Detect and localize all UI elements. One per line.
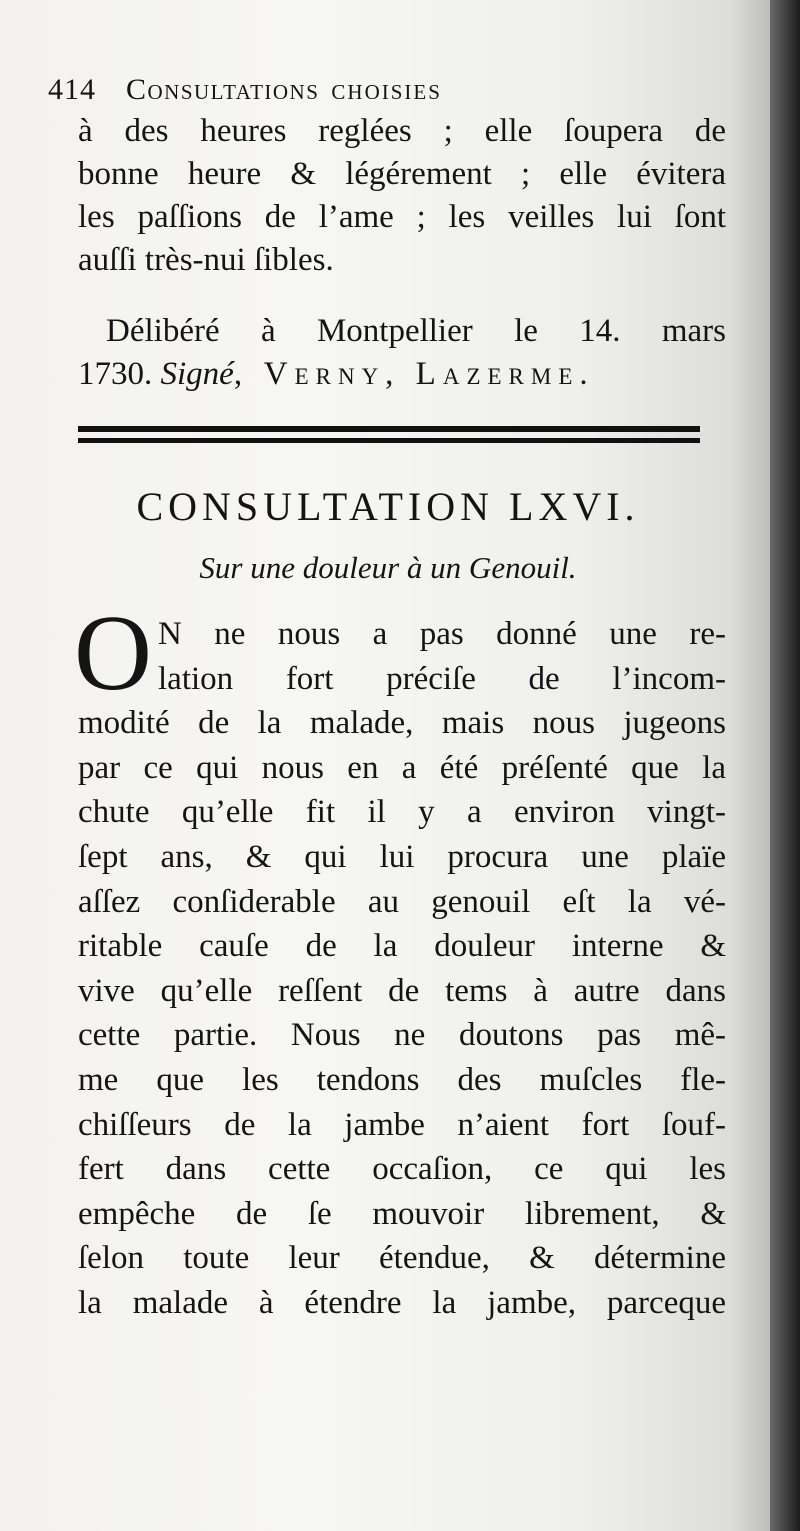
body-line: chute qu’elle fit il y a environ vingt- — [78, 794, 726, 831]
running-title-part1: Consultations — [126, 73, 320, 106]
drop-cap: O — [74, 594, 152, 713]
body-line: lation fort préciſe de l’incom- — [158, 660, 726, 697]
body-line: fert dans cette occaſion, ce qui les — [78, 1151, 726, 1188]
deliberation-line: Délibéré à Montpellier le 14. mars — [106, 313, 726, 349]
signature-year: 1730. — [78, 356, 153, 392]
running-title-part2: choisies — [331, 73, 442, 106]
body-line: la malade à étendre la jambe, parceque — [78, 1284, 726, 1321]
body-line: aſſez conſiderable au genouil eſt la vé- — [78, 883, 726, 920]
body-line: N ne nous a pas donné une re- — [158, 616, 726, 652]
continuation-line: auſſi très-nui ſibles. — [78, 242, 334, 278]
closing-signature — [78, 310, 726, 396]
page-shadow — [730, 0, 770, 1531]
divider-thin-rule — [78, 438, 700, 443]
continuation-line: bonne heure & légérement ; elle évitera — [78, 156, 726, 192]
section-divider — [78, 426, 700, 446]
body-line: cette partie. Nous ne doutons pas mê- — [78, 1017, 726, 1054]
continuation-line: à des heures reglées ; elle ſoupera de — [78, 113, 726, 149]
body-line: par ce qui nous en a été préſenté que la — [78, 749, 726, 786]
continuation-line: les paſſions de l’ame ; les veilles lui ſont — [78, 199, 726, 235]
continuation-paragraph — [78, 110, 726, 282]
divider-thick-rule — [78, 426, 700, 432]
body-line: ſept ans, & qui lui procura une plaïe — [78, 838, 726, 875]
body-line: ſelon toute leur étendue, & détermine — [78, 1240, 726, 1277]
signature-line — [78, 353, 726, 396]
body-line: vive qu’elle reſſent de tems à autre dans — [78, 972, 726, 1009]
consultation-subheading: Sur une douleur à un Genouil. — [199, 550, 577, 585]
book-edge — [770, 0, 800, 1531]
body-line: empêche de ſe mouvoir librement, & — [78, 1195, 726, 1232]
signature-names: , Verny, Lazerme. — [233, 356, 595, 392]
body-line: me que les tendons des muſcles fle- — [78, 1061, 726, 1098]
body-line: chiſſeurs de la jambe n’aient fort ſouf- — [78, 1106, 726, 1143]
body-line: ritable cauſe de la douleur interne & — [78, 928, 726, 965]
page-content — [48, 70, 726, 1326]
body-line: modité de la malade, mais nous jugeons — [78, 705, 726, 742]
consultation-body — [74, 594, 726, 1326]
page-number: 414 — [48, 73, 96, 106]
consultation-heading: CONSULTATION LXVI. — [136, 484, 640, 529]
running-header — [48, 70, 726, 110]
signature-signe: Signé — [160, 356, 234, 392]
